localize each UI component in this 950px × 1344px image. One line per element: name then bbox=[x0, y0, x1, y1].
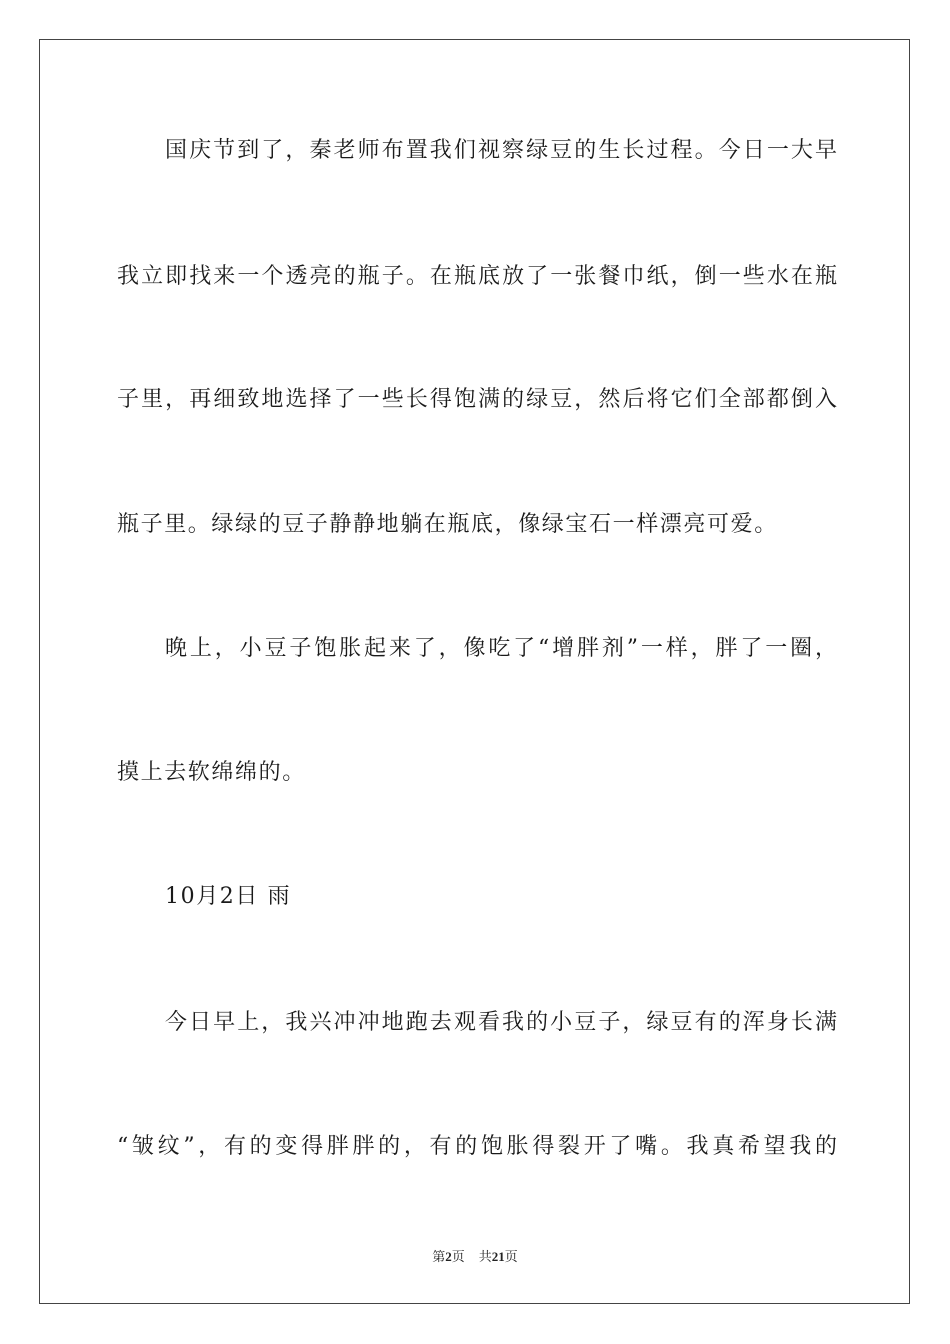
text-line-3: 子里，再细致地选择了一些长得饱满的绿豆，然后将它们全部都倒入 bbox=[117, 387, 837, 412]
footer-prefix: 第 bbox=[432, 1249, 446, 1264]
footer-total-pages: 21 bbox=[491, 1249, 505, 1264]
footer-page-unit: 页 bbox=[451, 1249, 465, 1264]
footer-total-unit: 页 bbox=[504, 1249, 518, 1264]
page-footer bbox=[0, 1248, 950, 1266]
text-line-8: 今日早上，我兴冲冲地跑去观看我的小豆子，绿豆有的浑身长满 bbox=[165, 1010, 837, 1035]
footer-total-prefix: 共 bbox=[478, 1249, 492, 1264]
page-border bbox=[39, 39, 910, 1304]
text-line-6: 摸上去软绵绵的。 bbox=[117, 760, 306, 785]
text-line-4: 瓶子里。绿绿的豆子静静地躺在瓶底，像绿宝石一样漂亮可爱。 bbox=[117, 512, 778, 537]
footer-page-number: 2 bbox=[445, 1249, 452, 1264]
date-weather-line: 10月2日 雨 bbox=[165, 884, 292, 909]
text-line-5: 晚上，小豆子饱胀起来了，像吃了“增胖剂”一样，胖了一圈， bbox=[165, 636, 837, 661]
text-line-1: 国庆节到了，秦老师布置我们视察绿豆的生长过程。今日一大早 bbox=[165, 138, 837, 163]
text-line-9: “皱纹”，有的变得胖胖的，有的饱胀得裂开了嘴。我真希望我的 bbox=[117, 1134, 837, 1159]
text-line-2: 我立即找来一个透亮的瓶子。在瓶底放了一张餐巾纸，倒一些水在瓶 bbox=[117, 264, 837, 289]
